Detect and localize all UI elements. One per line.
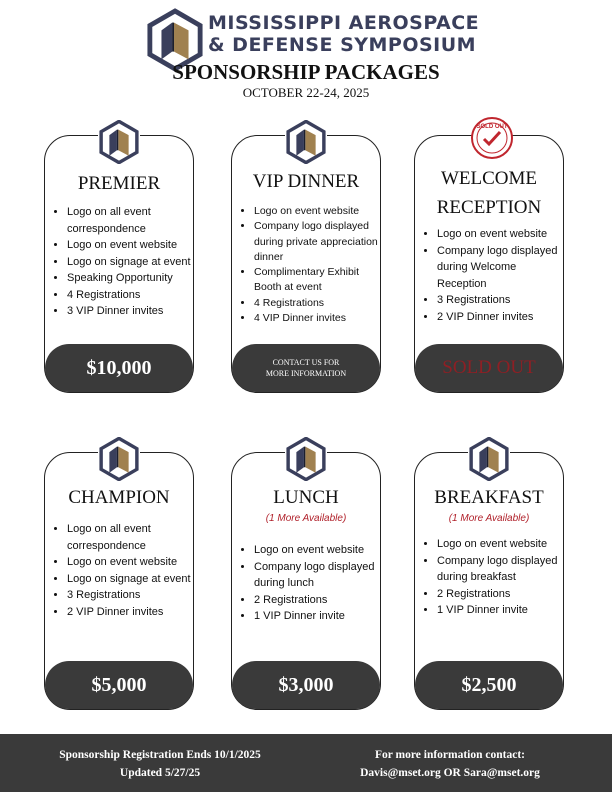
price-badge: $2,500 [415, 661, 563, 709]
registration-info [40, 746, 280, 782]
package-name: PREMIER [77, 173, 161, 194]
package-card-breakfast [414, 452, 564, 710]
shield-logo-icon [468, 437, 510, 481]
package-name: BREAKFAST [434, 487, 544, 508]
list-item: • Logo on event website [67, 237, 191, 254]
package-card-champion [44, 452, 194, 710]
price-badge: $3,000 [232, 661, 380, 709]
price-badge: $5,000 [45, 661, 193, 709]
list-item: • Complimentary Exhibit Booth at event [254, 265, 378, 296]
contact-info [330, 746, 570, 782]
header [0, 0, 612, 100]
list-item: • 3 VIP Dinner invites [67, 303, 191, 320]
package-benefits [53, 521, 191, 620]
list-item: • 4 Registrations [254, 296, 378, 311]
list-item: • 2 VIP Dinner invites [67, 604, 191, 621]
list-item: • Logo on signage at event [67, 571, 191, 588]
list-item: • Logo on all event correspondence [67, 204, 191, 237]
footer [0, 734, 612, 792]
package-name-line1: WELCOME [440, 168, 538, 189]
list-item: • 2 Registrations [437, 586, 561, 603]
contact-us-badge: CONTACT US FOR MORE INFORMATION [232, 344, 380, 392]
shield-logo-icon [285, 437, 327, 481]
package-benefits [240, 542, 378, 625]
list-item: • Logo on all event correspondence [67, 521, 191, 554]
package-card-premier [44, 135, 194, 393]
availability-note: (1 More Available) [265, 513, 347, 524]
stamp-text: SOLD OUT [476, 124, 508, 130]
package-benefits [240, 204, 378, 326]
shield-logo-icon [98, 120, 140, 164]
price-badge: $10,000 [45, 344, 193, 392]
list-item: • Logo on event website [437, 226, 561, 243]
list-item: • Company logo displayed during lunch [254, 559, 378, 592]
package-card-lunch [231, 452, 381, 710]
shield-logo-icon [285, 120, 327, 164]
package-name: LUNCH [273, 487, 339, 508]
list-item: • 4 Registrations [67, 287, 191, 304]
list-item: • 3 Registrations [67, 587, 191, 604]
list-item: • 2 Registrations [254, 592, 378, 609]
list-item: • 4 VIP Dinner invites [254, 311, 378, 326]
list-item: • Speaking Opportunity [67, 270, 191, 287]
list-item: • Logo on event website [254, 542, 378, 559]
package-card-vip-dinner [231, 135, 381, 393]
list-item: • Logo on event website [254, 204, 378, 219]
list-item: • 1 VIP Dinner invite [437, 602, 561, 619]
sold-out-badge: SOLD OUT [415, 344, 563, 392]
shield-logo-icon [98, 437, 140, 481]
package-benefits [423, 536, 561, 619]
org-name-line1: MISSISSIPPI AEROSPACE [208, 12, 480, 34]
list-item: • Logo on event website [67, 554, 191, 571]
list-item: • 3 Registrations [437, 292, 561, 309]
updated-date: Updated 5/27/25 [119, 767, 201, 779]
list-item: • 2 VIP Dinner invites [437, 309, 561, 326]
list-item: • Company logo displayed during Welcome Reception [437, 243, 561, 293]
list-item: • Company logo displayed during breakfast [437, 553, 561, 586]
event-dates: OCTOBER 22-24, 2025 [242, 85, 370, 100]
list-item: • Logo on event website [437, 536, 561, 553]
page-title: SPONSORSHIP PACKAGES [172, 60, 440, 84]
sold-out-stamp-icon [470, 116, 514, 160]
package-card-welcome-reception [414, 124, 564, 393]
package-name: CHAMPION [68, 487, 170, 508]
package-name-line2: RECEPTION [436, 197, 542, 218]
availability-note: (1 More Available) [448, 513, 530, 524]
registration-deadline: Sponsorship Registration Ends 10/1/2025 [59, 749, 261, 761]
package-benefits [53, 204, 191, 320]
package-name: VIP DINNER [252, 171, 360, 192]
list-item: • Company logo displayed during private appreciation dinner [254, 219, 378, 265]
contact-emails: Davis@mset.org OR Sara@mset.org [360, 767, 540, 779]
list-item: • Logo on signage at event [67, 254, 191, 271]
package-benefits [423, 226, 561, 325]
contact-label: For more information contact: [375, 749, 525, 761]
org-name-line2: & DEFENSE SYMPOSIUM [208, 34, 477, 56]
list-item: • 1 VIP Dinner invite [254, 608, 378, 625]
